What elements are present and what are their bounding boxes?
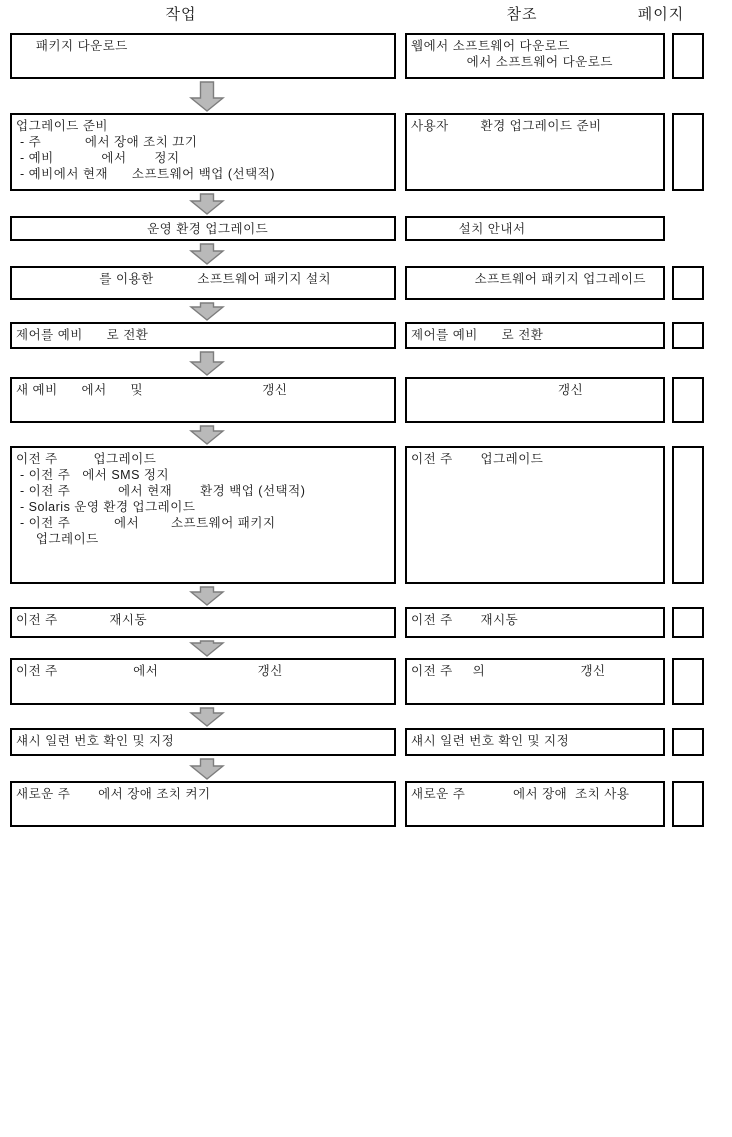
task-box-10-line: 섀시 일련 번호 확인 및 지정 [16, 734, 175, 748]
task-box-8 [10, 607, 396, 638]
flow-down-arrow-icon [190, 586, 224, 606]
ref-box-2 [405, 113, 665, 191]
ref-box-1 [405, 33, 665, 79]
task-box-1 [10, 33, 396, 79]
task-box-10 [10, 728, 396, 756]
task-box-8-line: 이전 주 재시동 [16, 613, 148, 627]
ref-box-1-line: 웹에서 소프트웨어 다운로드 [411, 39, 570, 53]
task-box-2-line: - 주 에서 장애 조치 끄기 [16, 135, 198, 149]
task-box-7-line: - 이전 주 에서 SMS 정지 [16, 468, 170, 482]
flow-down-arrow-icon [190, 81, 224, 112]
ref-box-10 [405, 728, 665, 756]
task-box-7-line: - 이전 주 에서 소프트웨어 패키지 [16, 516, 276, 530]
page-box-9 [672, 658, 704, 705]
task-box-7 [10, 446, 396, 584]
ref-box-8 [405, 607, 665, 638]
flow-down-arrow-icon [190, 707, 224, 727]
task-box-2-line: - 예비에서 현재 소프트웨어 백업 (선택적) [16, 167, 275, 181]
task-box-3 [10, 216, 396, 241]
page-box-10 [672, 728, 704, 756]
task-box-11-line: 새로운 주 에서 장애 조치 켜기 [16, 787, 211, 801]
ref-box-6 [405, 377, 665, 423]
task-box-2-line: 업그레이드 준비 [16, 119, 108, 133]
task-box-6 [10, 377, 396, 423]
page-box-6 [672, 377, 704, 423]
flow-down-arrow-icon [190, 640, 224, 657]
ref-box-10-line: 섀시 일련 번호 확인 및 지정 [411, 734, 570, 748]
flow-down-arrow-icon [190, 758, 224, 780]
task-box-11 [10, 781, 396, 827]
ref-box-5-line: 제어를 예비 로 전환 [411, 328, 544, 342]
ref-box-3-line: 설치 안내서 [411, 222, 526, 236]
task-box-9 [10, 658, 396, 705]
ref-box-9-line: 이전 주 의 갱신 [411, 664, 606, 678]
ref-box-7 [405, 446, 665, 584]
ref-box-1-line: 에서 소프트웨어 다운로드 [411, 55, 613, 69]
task-box-6-line: 새 예비 에서 및 갱신 [16, 383, 288, 397]
task-box-5 [10, 322, 396, 349]
ref-box-2-line: 사용자 환경 업그레이드 준비 [411, 119, 602, 133]
ref-box-4-line: 소프트웨어 패키지 업그레이드 [411, 272, 646, 286]
task-box-2-line: - 예비 에서 정지 [16, 151, 180, 165]
flow-down-arrow-icon [190, 193, 224, 215]
page-box-8 [672, 607, 704, 638]
ref-box-7-line: 이전 주 업그레이드 [411, 452, 544, 466]
ref-box-6-line: 갱신 [411, 383, 584, 397]
ref-box-11 [405, 781, 665, 827]
page-box-5 [672, 322, 704, 349]
page-box-11 [672, 781, 704, 827]
task-box-7-line: - 이전 주 에서 현재 환경 백업 (선택적) [16, 484, 306, 498]
ref-column-header: 참조 [506, 6, 538, 23]
flow-down-arrow-icon [190, 302, 224, 321]
page-box-7 [672, 446, 704, 584]
page-box-1 [672, 33, 704, 79]
task-box-7-line: 업그레이드 [16, 532, 99, 546]
task-box-7-line: 이전 주 업그레이드 [16, 452, 157, 466]
ref-box-5 [405, 322, 665, 349]
page-box-2 [672, 113, 704, 191]
ref-box-8-line: 이전 주 재시동 [411, 613, 519, 627]
task-box-4 [10, 266, 396, 300]
task-box-7-line: - Solaris 운영 환경 업그레이드 [16, 500, 196, 514]
flow-down-arrow-icon [190, 351, 224, 376]
page-column-header: 페이지 [637, 6, 685, 23]
task-column-header: 작업 [165, 6, 197, 23]
task-box-5-line: 제어를 예비 로 전환 [16, 328, 149, 342]
ref-box-11-line: 새로운 주 에서 장애 조치 사용 [411, 787, 630, 801]
flow-down-arrow-icon [190, 243, 224, 265]
ref-box-9 [405, 658, 665, 705]
ref-box-4 [405, 266, 665, 300]
task-box-2 [10, 113, 396, 191]
flow-down-arrow-icon [190, 425, 224, 445]
page-box-4 [672, 266, 704, 300]
task-box-1-line: 패키지 다운로드 [16, 39, 128, 53]
task-box-9-line: 이전 주 에서 갱신 [16, 664, 283, 678]
task-box-4-line: 를 이용한 소프트웨어 패키지 설치 [16, 272, 332, 286]
ref-box-3 [405, 216, 665, 241]
task-box-3-line: 운영 환경 업그레이드 [16, 222, 269, 236]
